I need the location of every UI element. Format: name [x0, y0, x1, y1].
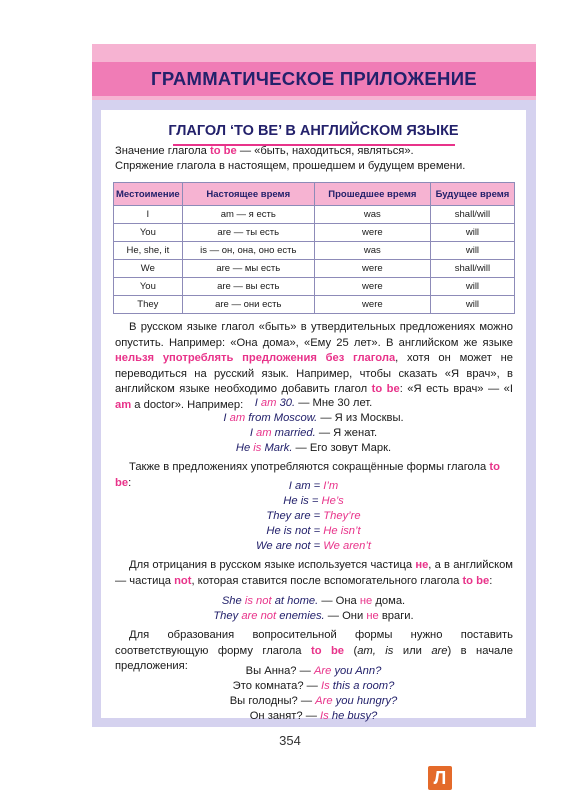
example-en: married.	[271, 427, 316, 439]
neg-en: at home.	[271, 595, 319, 607]
q-forms: are	[431, 644, 448, 657]
neg-en: enemies.	[276, 610, 325, 622]
table-cell: is — он, она, оно есть	[182, 242, 314, 260]
short-text: Также в предложениях употребляются сокращённые формы глагола	[129, 461, 490, 473]
short-contracted: We aren’t	[323, 540, 371, 552]
example-line	[101, 396, 526, 412]
neg-particle: не	[415, 559, 429, 571]
table-cell: will	[430, 224, 514, 242]
example-verb: is	[253, 442, 262, 454]
section-title: ГЛАГОЛ ‘TO BE’ В АНГЛИЙСКОМ ЯЗЫКЕ	[168, 123, 459, 139]
q-text: ) в начале предложения:	[115, 644, 513, 673]
table-cell: will	[430, 296, 514, 314]
neg-ru: — Они	[324, 610, 367, 622]
example-line	[101, 426, 526, 442]
q-text: Для образования вопросительной формы нужно поставить соответствующую форму глагола	[115, 629, 513, 657]
table-cell: are — они есть	[182, 296, 314, 314]
question-example	[101, 679, 526, 695]
table-cell: We	[114, 260, 183, 278]
neg-text: Для отрицания в русском языке используется частица	[129, 559, 416, 571]
negation-example	[101, 609, 526, 625]
example-ru: — Я из Москвы.	[317, 412, 404, 424]
table-cell: shall/will	[430, 260, 514, 278]
short-form-line	[101, 524, 526, 540]
short-full: He is =	[283, 495, 322, 507]
neg-en-verb: are not	[241, 610, 277, 622]
short-form-line	[101, 476, 526, 495]
neg-text: :	[489, 574, 493, 587]
table-cell: will	[430, 242, 514, 260]
neg-text: , а в английском — частица	[115, 559, 514, 587]
short-full: We are not =	[256, 540, 324, 552]
example-en: He	[235, 442, 254, 454]
example-en: I	[249, 427, 257, 439]
neg-ru: дома.	[372, 595, 406, 607]
para1-am: am	[115, 398, 132, 411]
example-en: I	[223, 412, 230, 424]
table-cell: am — я есть	[182, 206, 314, 224]
q-en: this a room?	[329, 680, 395, 692]
neg-en-verb: is not	[244, 595, 272, 607]
example-en: from Moscow.	[245, 412, 318, 424]
neg-ru: — Она	[318, 595, 360, 607]
neg-not: not	[174, 574, 192, 587]
example-line	[101, 441, 526, 457]
table-row	[114, 278, 515, 296]
q-verb: to be	[310, 644, 345, 657]
short-full: I am =	[288, 480, 324, 492]
question-example	[101, 709, 526, 725]
table-cell: He, she, it	[114, 242, 183, 260]
para1-highlight: нельзя употреблять предложения без глагола	[115, 352, 396, 365]
table-header-row	[114, 183, 515, 206]
publisher-logo-icon: Л	[428, 766, 452, 790]
q-ru: Вы Анна? —	[245, 665, 314, 677]
neg-en: They	[213, 610, 242, 622]
table-cell: You	[114, 224, 183, 242]
table-cell: were	[314, 260, 430, 278]
table-header-cell: Настоящее время	[182, 183, 314, 206]
conjugation-table	[113, 182, 515, 314]
table-row	[114, 206, 515, 224]
table-cell: are — мы есть	[182, 260, 314, 278]
short-contracted: They’re	[323, 510, 361, 522]
q-en-verb: Is	[320, 680, 330, 692]
table-cell: You	[114, 278, 183, 296]
neg-ru: враги.	[378, 610, 414, 622]
table-cell: were	[314, 278, 430, 296]
meaning-pre: Значение глагола	[115, 145, 210, 157]
table-cell: shall/will	[430, 206, 514, 224]
example-verb: am	[260, 397, 277, 409]
example-verb: am	[256, 427, 272, 439]
table-cell: are — ты есть	[182, 224, 314, 242]
short-form-line	[101, 539, 526, 555]
short-contracted: He isn’t	[323, 525, 361, 537]
para1-text: a doctor». Например:	[131, 398, 244, 411]
page-number: 354	[279, 733, 301, 748]
para1-text: , хотя он может не переводиться на русский язык. Например, чтобы сказать «Я врач», в английском языке необходимо добавить глагол	[115, 352, 513, 396]
conjugation-line: Спряжение глагола в настоящем, прошедшем и будущем времени.	[115, 160, 466, 172]
q-en: he busy?	[328, 710, 378, 722]
q-en: you hungry?	[332, 695, 398, 707]
example-verb: am	[229, 412, 246, 424]
q-ru: Это комната? —	[232, 680, 321, 692]
example-line	[101, 411, 526, 427]
example-ru: — Мне 30 лет.	[295, 397, 373, 409]
short-full: They are =	[266, 510, 324, 522]
table-cell: was	[314, 242, 430, 260]
q-ru: Вы голодны? —	[229, 695, 316, 707]
table-cell: are — вы есть	[182, 278, 314, 296]
q-en-verb: Is	[320, 710, 329, 722]
short-contracted: I’m	[323, 480, 339, 492]
q-en-verb: Are	[313, 665, 332, 677]
neg-text: , которая ставится после вспомогательного глагола	[191, 574, 463, 587]
table-cell: were	[314, 224, 430, 242]
table-row	[114, 242, 515, 260]
table-cell: I	[114, 206, 183, 224]
neg-ru-particle: не	[366, 610, 379, 622]
q-en-verb: Are	[315, 695, 333, 707]
table-header-cell: Прошедшее время	[314, 183, 430, 206]
para1-verb: to be	[371, 383, 400, 396]
q-en: you Ann?	[331, 665, 382, 677]
question-example	[101, 694, 526, 710]
q-forms: am, is	[357, 644, 394, 657]
table-cell: was	[314, 206, 430, 224]
table-row	[114, 224, 515, 242]
table-cell: will	[430, 278, 514, 296]
neg-ru-particle: не	[359, 595, 373, 607]
example-en: Mark.	[261, 442, 293, 454]
table-cell: were	[314, 296, 430, 314]
table-header-cell: Будущее время	[430, 183, 514, 206]
meaning-verb: to be	[209, 145, 237, 157]
short-full: He is not =	[266, 525, 324, 537]
short-verb: to be	[115, 461, 500, 489]
example-ru: — Я женат.	[315, 427, 378, 439]
paragraph-negation	[115, 558, 513, 589]
q-ru: Он занят? —	[249, 710, 321, 722]
example-en: I	[254, 397, 261, 409]
meaning-line	[115, 144, 513, 160]
para1-text: : «Я есть врач» — «I	[399, 383, 513, 396]
neg-verb: to be	[462, 574, 490, 587]
negation-example	[101, 594, 526, 610]
para1-text: В русском языке глагол «быть» в утвердительных предложениях можно опустить. Например: «Она дома», «Ему 25 лет». В английском же языке	[115, 321, 513, 349]
short-contracted: He’s	[321, 495, 344, 507]
short-form-line	[101, 509, 526, 525]
table-header-cell: Местоимение	[114, 183, 183, 206]
content-card	[101, 110, 526, 722]
neg-en: She	[221, 595, 245, 607]
example-ru: — Его зовут Марк.	[292, 442, 392, 454]
q-text: (	[344, 644, 358, 657]
page-title: ГРАММАТИЧЕСКОЕ ПРИЛОЖЕНИЕ	[151, 68, 477, 89]
q-text: или	[393, 644, 432, 657]
table-cell: They	[114, 296, 183, 314]
short-text: :	[128, 476, 132, 489]
example-en: 30.	[276, 397, 296, 409]
meaning-post: — «быть, находиться, являться».	[236, 145, 414, 157]
table-row	[114, 296, 515, 314]
table-row	[114, 260, 515, 278]
question-example	[101, 664, 526, 680]
short-form-line	[101, 494, 526, 510]
